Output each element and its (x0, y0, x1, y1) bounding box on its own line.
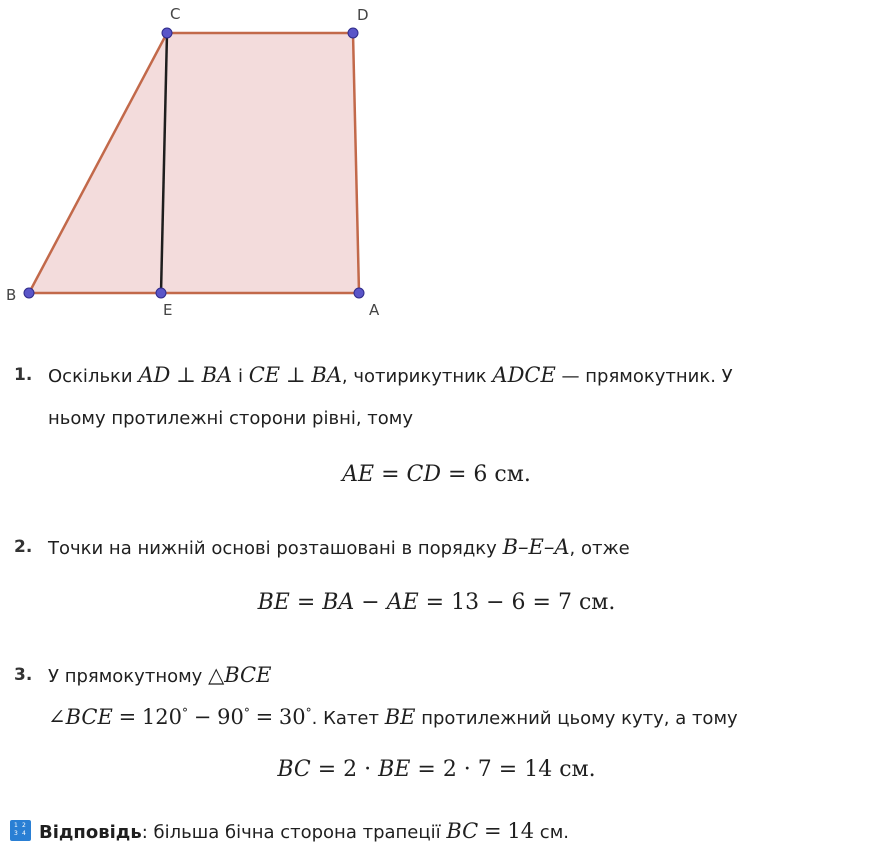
point-a (354, 288, 364, 298)
eq-value: 6 (511, 590, 526, 615)
text: і (237, 366, 243, 387)
perp-symbol: ⊥ (176, 363, 196, 387)
text: Оскільки (48, 366, 133, 387)
eq-term: BE (257, 590, 290, 615)
eq-value: 6 (473, 462, 488, 487)
step-1-line-2 (48, 406, 413, 432)
angle-value: 120 (141, 705, 183, 729)
perp-symbol: ⊥ (285, 363, 306, 387)
text: У прямокутному (48, 666, 203, 687)
equation-2: BE = BA − AE = 13 − 6 = 7 см. (257, 590, 616, 615)
eq-term: BC (277, 757, 311, 782)
icon-digit: 2 (22, 822, 26, 829)
label-d: D (357, 6, 369, 24)
eq-value: 14 (524, 757, 553, 782)
degree-symbol: ° (305, 706, 312, 720)
eq-value: 7 (477, 757, 492, 782)
text: , чотирикутник (341, 366, 487, 387)
label-e: E (163, 301, 173, 319)
triangle-bce: BCE (224, 663, 272, 687)
label-c: C (170, 5, 181, 23)
text: Точки на нижній основі розташовані в порядку (48, 538, 497, 559)
icon-digit: 1 (14, 822, 18, 829)
equation-1: AE = CD = 6 см. (342, 462, 531, 487)
eq-value: 7 (557, 590, 572, 615)
trapezoid-shape (29, 33, 359, 293)
step-1-number: 1. (14, 365, 33, 385)
segment-be: BE (384, 705, 416, 729)
segment-ad: AD (138, 363, 171, 387)
label-a: A (369, 301, 380, 319)
eq-term: AE (342, 462, 375, 487)
eq-term: BE (378, 757, 411, 782)
numbers-icon (10, 820, 31, 841)
answer-label: Відповідь (39, 822, 142, 843)
segment-ce: CE (248, 363, 281, 387)
step-3-number: 3. (14, 665, 33, 685)
degree-symbol: ° (243, 706, 250, 720)
step-2-number: 2. (14, 537, 33, 557)
eq-unit: см. (494, 462, 531, 487)
eq-unit: см. (559, 757, 596, 782)
label-b: B (6, 286, 17, 304)
eq-value: 13 (451, 590, 480, 615)
angle-symbol: ∠ (48, 705, 66, 729)
text: протилежний цьому куту, а тому (421, 708, 738, 729)
segment-ba: BA (201, 363, 233, 387)
angle-value: 90 (217, 705, 244, 729)
angle-bce: BCE (65, 705, 113, 729)
text: , отже (569, 538, 630, 559)
eq-unit: см. (578, 590, 616, 615)
text: — прямокутник. У (561, 366, 733, 387)
answer: 1 2 3 4 Відповідь: більша бічна сторона трапеції BC = 14 см. (10, 818, 569, 846)
point-d (348, 28, 358, 38)
eq-term: BA (322, 590, 355, 615)
segment-ba: BA (311, 363, 342, 387)
step-3-line-2: ∠BCE = 120° − 90° = 30°. Катет BE протилежний цьому куту, а тому (48, 705, 738, 729)
eq-value: 2 (343, 757, 358, 782)
answer-value: 14 (507, 819, 535, 843)
triangle-symbol: △ (208, 663, 225, 687)
point-c (162, 28, 172, 38)
answer-unit: см. (539, 822, 569, 843)
trapezoid-figure (0, 0, 420, 335)
step-1-line-1 (48, 362, 733, 390)
angle-value: 30 (278, 705, 306, 729)
quadrilateral-adce: ADCE (492, 363, 556, 387)
step-2-line-1 (48, 534, 630, 562)
icon-digit: 3 (14, 830, 18, 837)
text: . Катет (311, 708, 379, 729)
answer-text: більша бічна сторона трапеції (153, 822, 441, 843)
step-3-line-1 (48, 662, 271, 690)
eq-value: 2 (442, 757, 457, 782)
point-b (24, 288, 34, 298)
degree-symbol: ° (182, 706, 189, 720)
segment-bc: BC (446, 819, 479, 843)
answer-colon: : (141, 822, 148, 843)
point-order: B–E–A (502, 535, 570, 559)
equation-3: BC = 2 · BE = 2 · 7 = 14 см. (277, 757, 596, 782)
icon-digit: 4 (22, 830, 26, 837)
point-e (156, 288, 166, 298)
text: ньому протилежні сторони рівні, тому (48, 408, 414, 429)
eq-term: AE (386, 590, 419, 615)
eq-term: CD (406, 462, 441, 487)
